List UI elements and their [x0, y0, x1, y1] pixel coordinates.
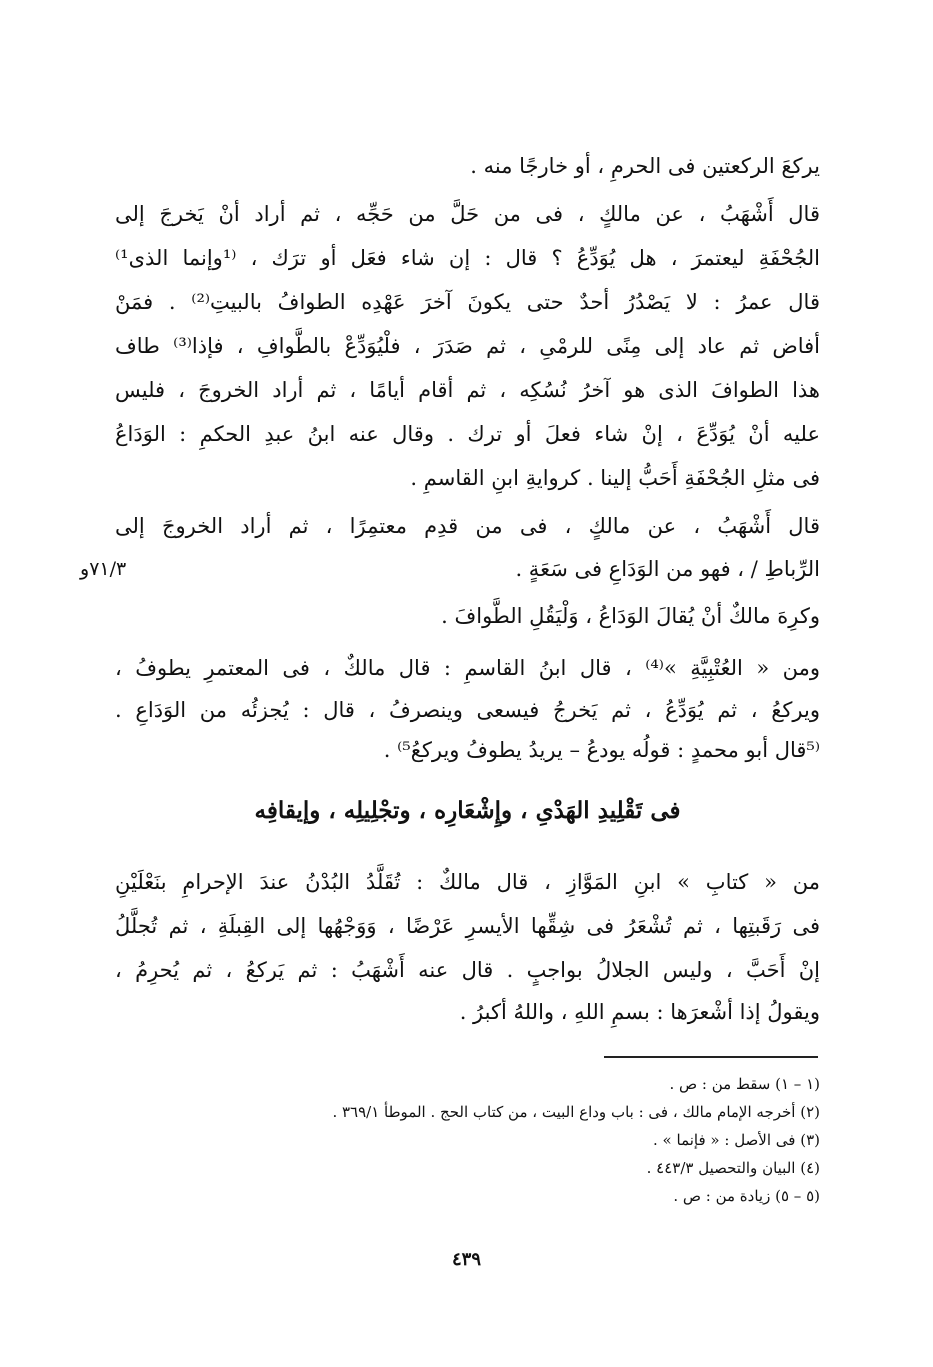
body-line: عليه أنْ يُوَدِّعَ ، إنْ شاء فعلَ أو ترك . وقال عنه ابنُ عبدِ الحكمِ : الوَدَاعُ [115, 422, 820, 446]
body-line: يركعَ الركعتين فى الحرمِ ، أو خارجًا منه . [470, 154, 820, 178]
body-line: قال أَشْهَبُ ، عن مالكٍ ، فى من حَلَّ من حَجِّه ، ثم أراد أنْ يَخرجَ إلى [115, 202, 820, 226]
body-line: أفاض ثم عاد إلى مِنًى للرمْىِ ، ثم صَدَرَ ، فلْيُوَدِّعْ بالطَّوافِ ، فإذا⁽³⁾ طاف [115, 334, 820, 358]
body-line: إنْ أَحَبَّ ، وليس الجلالُ بواجبٍ . قال عنه أَشْهَبُ : ثم يَركعُ ، ثم يُحرِمُ ، [115, 958, 820, 982]
body-line: ويقولُ إذا أشْعرَها : بسمِ اللهِ ، واللهُ أكبرُ . [459, 1000, 820, 1024]
body-line: الرِّباطِ / ، فهو من الوَدَاعِ فى سَعَةٍ . [515, 557, 820, 581]
footnote-separator [604, 1056, 818, 1058]
body-line: هذا الطوافَ الذى هو آخرُ نُسُكِه ، ثم أقام أيامًا ، ثم أراد الخروجَ ، فليس [115, 378, 820, 402]
manuscript-folio-marker: ٧١/٣و [80, 558, 127, 580]
body-line: قال أَشْهَبُ ، عن مالكٍ ، فى من قدِم معتمِرًا ، ثم أراد الخروجَ إلى [115, 514, 820, 538]
body-line: فى رَقَبتِها ، ثم تُشْعَرُ فى شِقِّها الأيسرِ عَرْضًا ، وَوَجْهُها إلى القِبلَةِ ، ثم تُجلَّلُ [115, 914, 820, 938]
body-line: وكرِهَ مالكٌ أنْ يُقالَ الوَدَاعُ ، وَلْيَقُلِ الطَّوافَ . [441, 604, 820, 628]
footnote: (١ – ١) سقط من : ص . [669, 1075, 820, 1093]
footnote: (٣) فى الأصل : « فإنما » . [653, 1131, 820, 1149]
body-line: من « كتابِ » ابنِ المَوَّازِ ، قال مالكٌ : تُقَلَّدُ البُدْنُ عندَ الإحرامِ بنَعْلَيْنِ [115, 870, 820, 894]
page-number: ٤٣٩ [451, 1249, 481, 1270]
footnote: (٢) أخرجه الإمام مالك ، فى : باب وداع البيت ، من كتاب الحج . الموطأ ٣٦٩/١ . [332, 1103, 820, 1121]
body-line: الجُحْفَةِ ليعتمرَ ، هل يُوَدِّعُ ؟ قال : إن شاء فعَل أو ترَك ، ⁽¹وإنما الذى¹⁾ [115, 246, 820, 270]
body-line: ومن « العُتْبِيَّةِ »⁽⁴⁾ ، قال ابنُ القاسمِ : قال مالكٌ ، فى المعتمرِ يطوفُ ، [115, 656, 820, 680]
section-heading: فى تَقْلِيدِ الهَدْىِ ، وإِشْعَارِه ، وتجْلِيلِه ، وإيقافِه [254, 797, 681, 824]
body-line: ⁽⁵قال أبو محمدٍ : قولُه يودعُ – يريدُ يطوفُ ويركعُ⁵⁾ . [383, 738, 820, 762]
body-line: فى مثلِ الجُحْفَةِ أَحَبُّ إلينا . كروايةِ ابنِ القاسمِ . [410, 466, 820, 490]
body-line: ويركعُ ، ثم يُوَدِّعُ ، ثم يَخرجُ فيسعى وينصرفُ ، قال : يُجزئُه من الوَدَاعِ . [115, 698, 820, 722]
footnote: (٥ – ٥) زيادة من : ص . [673, 1187, 820, 1205]
footnote: (٤) البيان والتحصيل ٤٤٣/٣ . [646, 1159, 820, 1177]
body-line: قال عمرُ : لا يَصْدُرُ أحدٌ حتى يكونَ آخرَ عَهْدِه الطوافُ بالبيتِ⁽²⁾ . فمَنْ [115, 290, 820, 314]
